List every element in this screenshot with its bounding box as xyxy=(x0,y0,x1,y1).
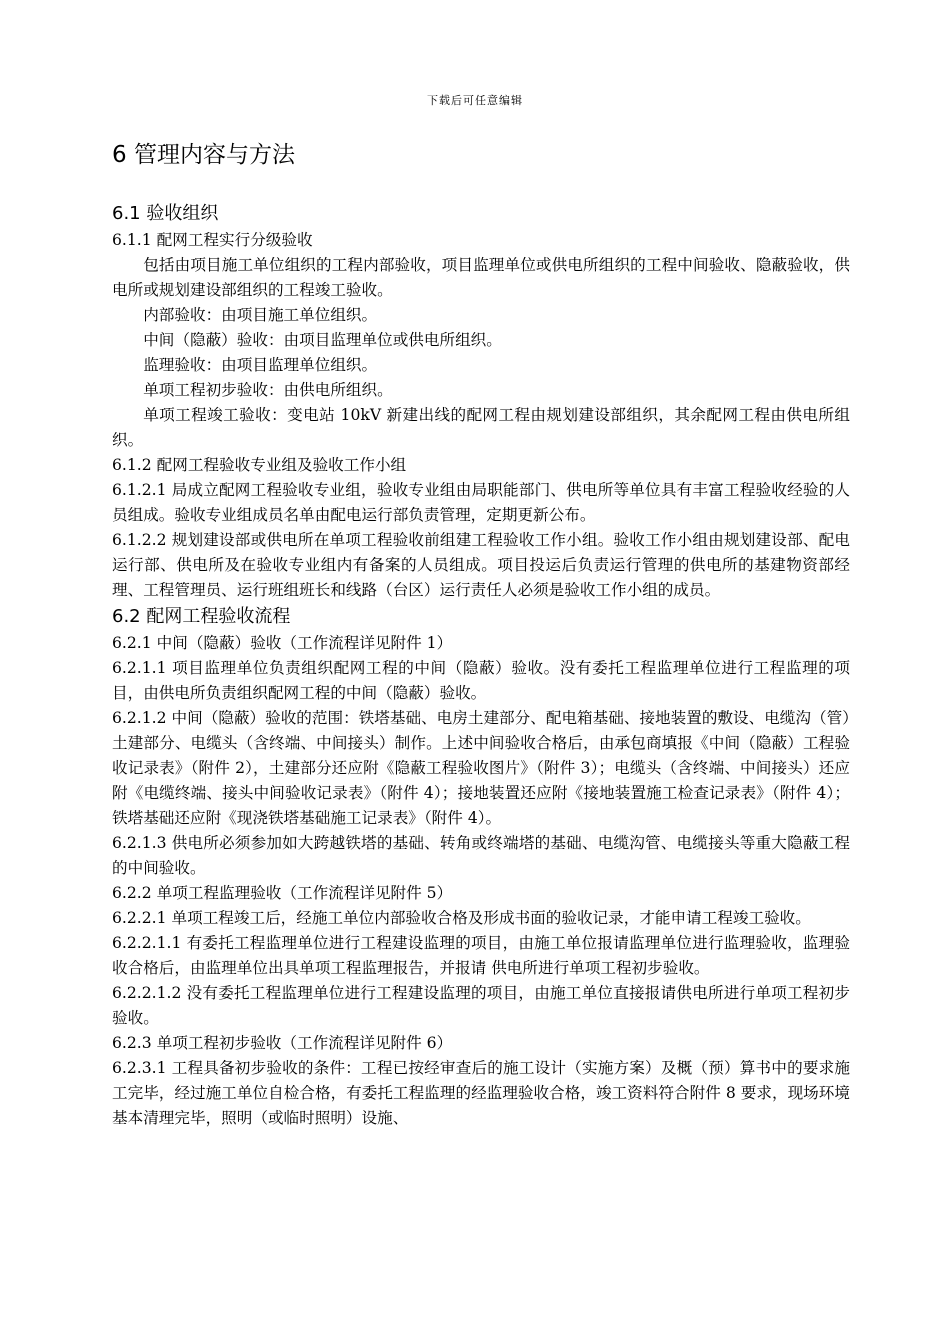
paragraph: 6.1.2.1 局成立配网工程验收专业组，验收专业组由局职能部门、供电所等单位具有丰富工程验收经验的人员组成。验收专业组成员名单由配电运行部负责管理，定期更新公布。 xyxy=(112,481,850,524)
paragraph: 中间（隐蔽）验收：由项目监理单位或供电所组织。 xyxy=(143,331,502,349)
paragraph: 6.2.1.1 项目监理单位负责组织配网工程的中间（隐蔽）验收。没有委托工程监理单位进行工程监理的项目，由供电所负责组织配网工程的中间（隐蔽）验收。 xyxy=(112,659,850,702)
section-title: 6 管理内容与方法 xyxy=(112,142,295,168)
paragraph: 单项工程初步验收：由供电所组织。 xyxy=(143,381,393,399)
paragraph: 6.2.1 中间（隐蔽）验收（工作流程详见附件 1） xyxy=(112,634,453,652)
section-heading: 6.1 验收组织 xyxy=(112,203,219,224)
paragraph: 6.2.3.1 工程具备初步验收的条件：工程已按经审查后的施工设计（实施方案）及概（预）算书中的要求施工完毕，经过施工单位自检合格，有委托工程监理的经监理验收合格，竣工资料符合附件 8 要求，现场环境基本清理完毕，照明（或临时照明）设施、 xyxy=(112,1059,850,1127)
section-heading: 6.2 配网工程验收流程 xyxy=(112,606,291,627)
document-body xyxy=(112,200,850,1131)
paragraph: 6.1.2.2 规划建设部或供电所在单项工程验收前组建工程验收工作小组。验收工作小组由规划建设部、配电运行部、供电所及在验收专业组内有备案的人员组成。项目投运后负责运行管理的供电所的基建物资部经理、工程管理员、运行班组班长和线路（台区）运行责任人必须是验收工作小组的成员。 xyxy=(112,531,850,599)
paragraph: 包括由项目施工单位组织的工程内部验收，项目监理单位或供电所组织的工程中间验收、隐蔽验收，供电所或规划建设部组织的工程竣工验收。 xyxy=(112,256,850,299)
paragraph: 6.2.2.1.1 有委托工程监理单位进行工程建设监理的项目，由施工单位报请监理单位进行监理验收，监理验收合格后，由监理单位出具单项工程监理报告，并报请 供电所进行单项工程初步验收。 xyxy=(112,934,850,977)
paragraph: 6.2.2.1 单项工程竣工后，经施工单位内部验收合格及形成书面的验收记录，才能申请工程竣工验收。 xyxy=(112,909,811,927)
paragraph: 6.1.2 配网工程验收专业组及验收工作小组 xyxy=(112,456,407,474)
paragraph: 6.1.1 配网工程实行分级验收 xyxy=(112,231,313,249)
paragraph: 6.2.2.1.2 没有委托工程监理单位进行工程建设监理的项目，由施工单位直接报请供电所进行单项工程初步验收。 xyxy=(112,984,850,1027)
paragraph: 6.2.1.2 中间（隐蔽）验收的范围：铁塔基础、电房土建部分、配电箱基础、接地装置的敷设、电缆沟（管）土建部分、电缆头（含终端、中间接头）制作。上述中间验收合格后，由承包商填报《中间（隐蔽）工程验收记录表》（附件 2），土建部分还应附《隐蔽工程验收图片》（附件 3）；电缆头（含终端、中间接头）还应附《电缆终端、接头中间验收记录表》（附件 4）；接地装置还应附《接地装置施工检查记录表》（附件 4）；铁塔基础还应附《现浇铁塔基础施工记录表》（附件 4）。 xyxy=(112,709,850,827)
paragraph: 6.2.2 单项工程监理验收（工作流程详见附件 5） xyxy=(112,884,453,902)
paragraph: 6.2.3 单项工程初步验收（工作流程详见附件 6） xyxy=(112,1034,453,1052)
paragraph: 单项工程竣工验收：变电站 10kV 新建出线的配网工程由规划建设部组织，其余配网工程由供电所组织。 xyxy=(112,406,850,449)
page-header: 下载后可任意编辑 xyxy=(427,94,523,107)
paragraph: 监理验收：由项目监理单位组织。 xyxy=(143,356,378,374)
paragraph: 6.2.1.3 供电所必须参加如大跨越铁塔的基础、转角或终端塔的基础、电缆沟管、电缆接头等重大隐蔽工程的中间验收。 xyxy=(112,834,850,877)
paragraph: 内部验收：由项目施工单位组织。 xyxy=(143,306,378,324)
